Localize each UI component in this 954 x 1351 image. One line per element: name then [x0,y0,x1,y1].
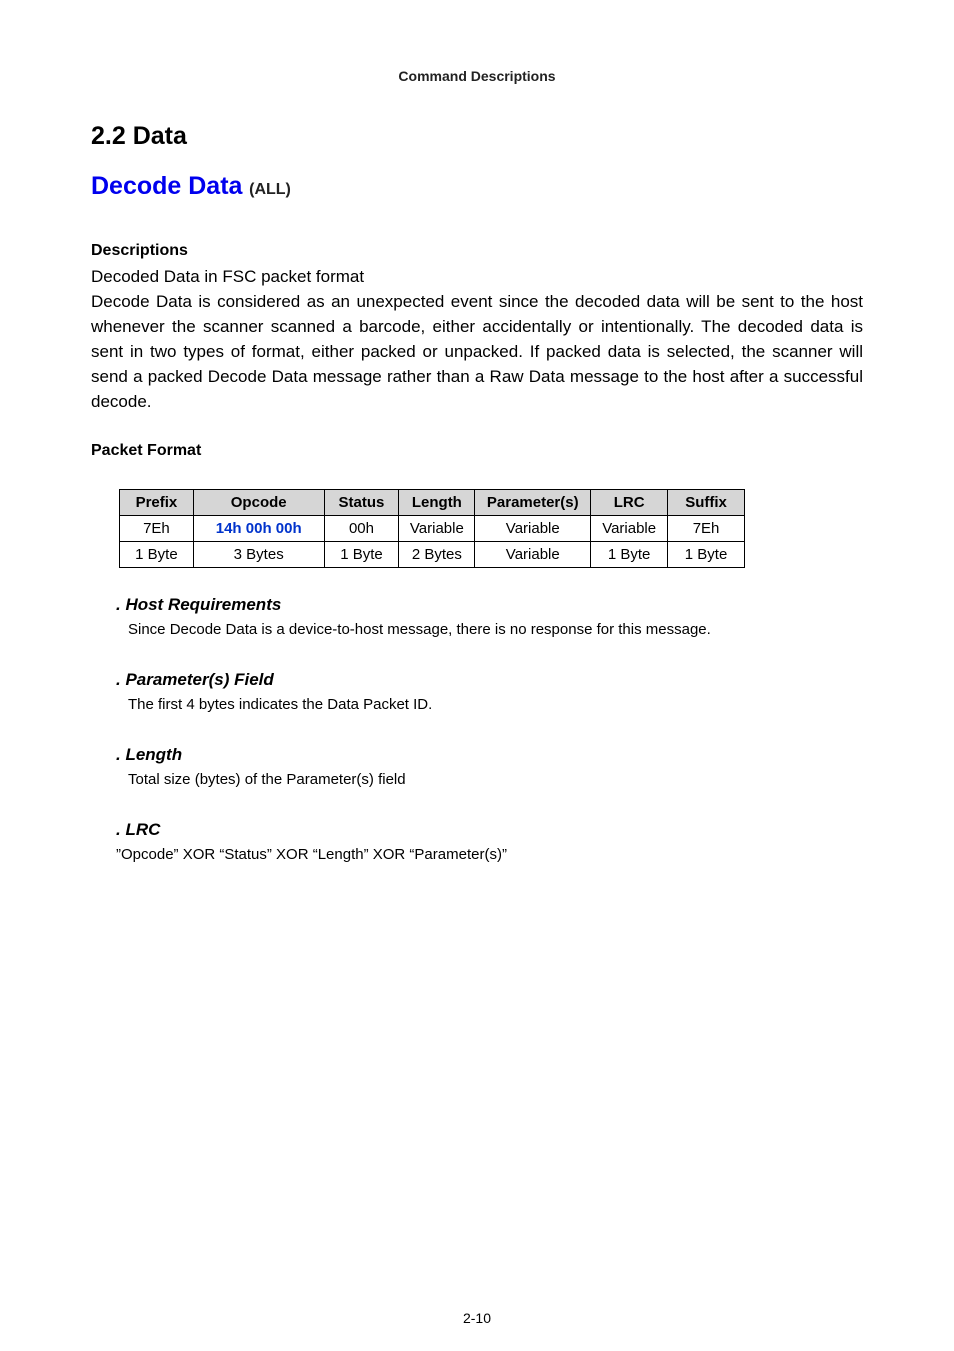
table-cell: 2 Bytes [399,542,475,568]
table-cell: 00h [324,516,399,542]
table-row [120,516,745,542]
column-header-status: Status [324,490,399,516]
table-cell: 1 Byte [120,542,194,568]
lrc-title: . LRC [116,820,161,839]
descriptions-summary: Decoded Data in FSC packet format [91,267,365,286]
column-header-prefix: Prefix [120,490,194,516]
packet-format-heading: Packet Format [91,442,202,459]
descriptions-heading: Descriptions [91,242,188,259]
column-header-suffix: Suffix [668,490,745,516]
table-cell: Variable [591,516,668,542]
table-cell: 1 Byte [324,542,399,568]
host-requirements-title: . Host Requirements [116,595,282,614]
packet-format-table [119,489,745,568]
lrc-text: ”Opcode” XOR “Status” XOR “Length” XOR “Parameter(s)” [116,846,507,863]
column-header-lrc: LRC [591,490,668,516]
parameters-field-title: . Parameter(s) Field [116,670,274,689]
table-cell: Variable [399,516,475,542]
descriptions-body [91,264,863,414]
command-scope: (ALL) [249,181,291,198]
opcode-value-cell: 14h 00h 00h [193,516,324,542]
table-cell: 7Eh [668,516,745,542]
table-cell: Variable [475,542,591,568]
section-heading: 2.2 Data [91,122,187,150]
column-header-length: Length [399,490,475,516]
length-text: Total size (bytes) of the Parameter(s) field [128,771,406,788]
command-name: Decode Data [91,172,243,200]
page-number: 2-10 [462,1310,492,1326]
table-cell: Variable [475,516,591,542]
table-row [120,542,745,568]
table-cell: 3 Bytes [193,542,324,568]
length-title: . Length [116,745,183,764]
running-header: Command Descriptions [398,68,556,84]
column-header-opcode: Opcode [193,490,324,516]
host-requirements-text: Since Decode Data is a device-to-host message, there is no response for this message. [128,621,711,638]
parameters-field-text: The first 4 bytes indicates the Data Packet ID. [128,696,433,713]
command-title [91,172,291,201]
table-cell: 7Eh [120,516,194,542]
column-header-parameters: Parameter(s) [475,490,591,516]
table-header-row [120,490,745,516]
descriptions-paragraph: Decode Data is considered as an unexpected event since the decoded data will be sent to the host whenever the scanner scanned a barcode, either accidentally or intentionally. The decoded data is sent in two types of format, either packed or unpacked. If packed data is selected, the scanner will send a packed Decode Data message rather than a Raw Data message to the host after a successful decode. [91,292,863,411]
table-cell: 1 Byte [591,542,668,568]
table-cell: 1 Byte [668,542,745,568]
